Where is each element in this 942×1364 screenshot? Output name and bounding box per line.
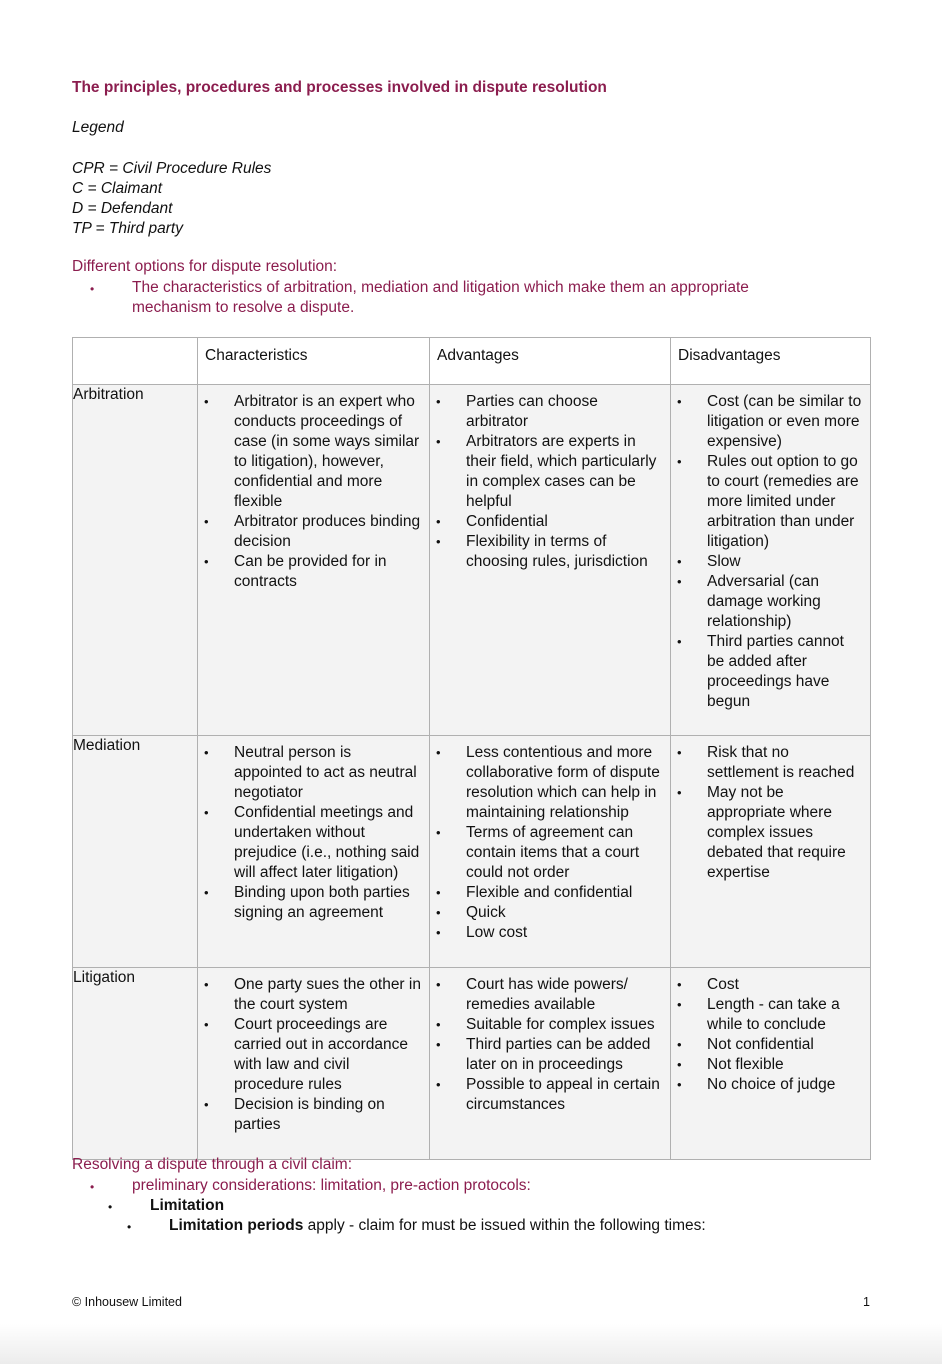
list-item: • No choice of judge bbox=[671, 1075, 864, 1095]
list-item: • Parties can choose arbitrator bbox=[430, 392, 664, 432]
cell-advantages bbox=[430, 968, 671, 1160]
cell-advantages bbox=[430, 385, 671, 736]
characteristics-list bbox=[198, 968, 429, 1141]
list-item: • Length - can take a while to conclude bbox=[671, 995, 864, 1035]
table-header-row bbox=[73, 338, 871, 385]
list-item: • Arbitrators are experts in their field, which particularly in complex cases can be helpful bbox=[430, 432, 664, 512]
row-label-litigation: Litigation bbox=[73, 968, 198, 1160]
list-item: • Decision is binding on parties bbox=[198, 1095, 423, 1135]
limitation-periods-rest: claim for must be issued within the following times: bbox=[358, 1217, 706, 1234]
bullet-icon: • bbox=[108, 1200, 113, 1214]
options-bullet-line2: mechanism to resolve a dispute. bbox=[132, 299, 355, 316]
list-item: • Confidential bbox=[430, 512, 664, 532]
list-item: • Quick bbox=[430, 903, 664, 923]
list-item: • Cost (can be similar to litigation or even more expensive) bbox=[671, 392, 864, 452]
bullet-icon: • bbox=[127, 1220, 132, 1234]
legend-item: C = Claimant bbox=[72, 180, 163, 197]
page-title: The principles, procedures and processes involved in dispute resolution bbox=[72, 79, 607, 96]
list-item: • Arbitrator produces binding decision bbox=[198, 512, 423, 552]
limitation-heading: Limitation bbox=[150, 1197, 225, 1214]
characteristics-list bbox=[198, 736, 429, 929]
list-item: • Arbitrator is an expert who conducts proceedings of case (in some ways similar to litigation), however, confidential and more flexible bbox=[198, 392, 423, 512]
list-item: • Slow bbox=[671, 552, 864, 572]
comparison-table bbox=[72, 337, 871, 1160]
list-item: • Neutral person is appointed to act as neutral negotiator bbox=[198, 743, 423, 803]
footer-page-number: 1 bbox=[863, 1295, 870, 1309]
header-empty bbox=[73, 338, 198, 385]
list-item: • Can be provided for in contracts bbox=[198, 552, 423, 592]
list-item: • One party sues the other in the court system bbox=[198, 975, 423, 1015]
cell-characteristics bbox=[198, 968, 430, 1160]
list-item: • Cost bbox=[671, 975, 864, 995]
list-item: • Adversarial (can damage working relationship) bbox=[671, 572, 864, 632]
list-item: • Less contentious and more collaborative form of dispute resolution which can help in maintaining relationship bbox=[430, 743, 664, 823]
legend-item: TP = Third party bbox=[72, 220, 183, 237]
advantages-list bbox=[430, 968, 670, 1121]
disadvantages-list bbox=[671, 385, 870, 718]
bullet-icon: • bbox=[90, 282, 95, 296]
list-item: • Possible to appeal in certain circumstances bbox=[430, 1075, 664, 1115]
options-bullet-line1: The characteristics of arbitration, mediation and litigation which make them an appropriate bbox=[132, 279, 749, 296]
page-bottom-shadow bbox=[0, 1324, 942, 1364]
list-item: • Flexible and confidential bbox=[430, 883, 664, 903]
list-item: • Third parties cannot be added after proceedings have begun bbox=[671, 632, 864, 712]
table-row bbox=[73, 385, 871, 736]
list-item: • Risk that no settlement is reached bbox=[671, 743, 864, 783]
list-item: • Suitable for complex issues bbox=[430, 1015, 664, 1035]
civil-claim-level1-text: preliminary considerations: limitation, pre-action protocols: bbox=[132, 1177, 531, 1194]
disadvantages-list bbox=[671, 968, 870, 1101]
list-item: • Rules out option to go to court (remedies are more limited under arbitration than under litigation) bbox=[671, 452, 864, 552]
list-item: • Confidential meetings and undertaken without prejudice (i.e., nothing said will affect later litigation) bbox=[198, 803, 423, 883]
list-item: • Terms of agreement can contain items that a court could not order bbox=[430, 823, 664, 883]
list-item: • Court has wide powers/ remedies available bbox=[430, 975, 664, 1015]
list-item: • May not be appropriate where complex issues debated that require expertise bbox=[671, 783, 864, 883]
row-label-mediation: Mediation bbox=[73, 736, 198, 968]
cell-disadvantages bbox=[671, 736, 871, 968]
characteristics-list bbox=[198, 385, 429, 598]
header-characteristics: Characteristics bbox=[198, 338, 430, 385]
list-item: • Not flexible bbox=[671, 1055, 864, 1075]
disadvantages-list bbox=[671, 736, 870, 889]
legend-list bbox=[72, 159, 271, 239]
limitation-periods-line bbox=[169, 1216, 706, 1236]
list-item: • Third parties can be added later on in proceedings bbox=[430, 1035, 664, 1075]
legend-item: CPR = Civil Procedure Rules bbox=[72, 160, 272, 177]
advantages-list bbox=[430, 736, 670, 949]
list-item: • Low cost bbox=[430, 923, 664, 943]
options-heading: Different options for dispute resolution: bbox=[72, 258, 338, 275]
table-row bbox=[73, 968, 871, 1160]
legend-item: D = Defendant bbox=[72, 200, 173, 217]
list-item: • Court proceedings are carried out in accordance with law and civil procedure rules bbox=[198, 1015, 423, 1095]
advantages-list bbox=[430, 385, 670, 578]
row-label-arbitration: Arbitration bbox=[73, 385, 198, 736]
list-item: • Flexibility in terms of choosing rules, jurisdiction bbox=[430, 532, 664, 572]
limitation-periods-apply: apply - bbox=[303, 1217, 359, 1234]
legend-heading: Legend bbox=[72, 119, 124, 136]
cell-characteristics bbox=[198, 736, 430, 968]
list-item: • Not confidential bbox=[671, 1035, 864, 1055]
bullet-icon: • bbox=[90, 1180, 95, 1194]
list-item: • Binding upon both parties signing an agreement bbox=[198, 883, 423, 923]
cell-characteristics bbox=[198, 385, 430, 736]
limitation-periods-label: Limitation periods bbox=[169, 1217, 304, 1234]
footer-copyright: © Inhousew Limited bbox=[72, 1295, 182, 1309]
cell-disadvantages bbox=[671, 968, 871, 1160]
civil-claim-heading: Resolving a dispute through a civil claim: bbox=[72, 1156, 352, 1173]
table-row bbox=[73, 736, 871, 968]
cell-advantages bbox=[430, 736, 671, 968]
header-disadvantages: Disadvantages bbox=[671, 338, 871, 385]
header-advantages: Advantages bbox=[430, 338, 671, 385]
cell-disadvantages bbox=[671, 385, 871, 736]
